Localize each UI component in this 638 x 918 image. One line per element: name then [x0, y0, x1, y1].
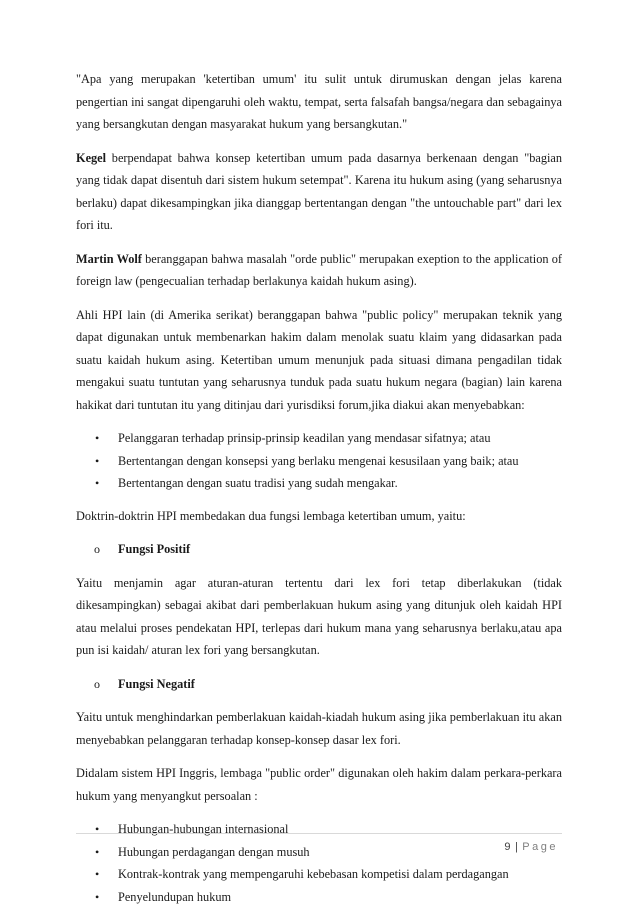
paragraph-fungsi-negatif: Yaitu untuk menghindarkan pemberlakuan kaidah-kiadah hukum asing jika pemberlakuan itu akan menyebabkan pelanggaran terhadap konsep-konsep dasar lex fori. — [76, 710, 562, 747]
list-item — [76, 841, 562, 864]
list-item — [76, 863, 562, 886]
list-item — [76, 450, 562, 473]
list-item — [76, 886, 562, 909]
paragraph-inggris: Didalam sistem HPI Inggris, lembaga "public order" digunakan oleh hakim dalam perkara-perkara hukum yang menyangkut persoalan : — [76, 766, 562, 803]
paragraph-quote: "Apa yang merupakan 'ketertiban umum' itu sulit untuk dirumuskan dengan jelas karena pengertian ini sangat dipengaruhi oleh waktu, tempat, serta falsafah bangsa/negara dan sebagainya yang bersangkutan dengan masyarakat hukum yang bersangkutan." — [76, 72, 562, 131]
circle-bullet-icon: o — [94, 676, 100, 691]
heading-text: Fungsi Negatif — [118, 676, 195, 691]
page-word: Page — [522, 841, 558, 853]
author-name-kegel: Kegel — [76, 150, 107, 165]
heading-text: Fungsi Positif — [118, 542, 191, 556]
paragraph-martin-wolf-text: beranggapan bahwa masalah "orde public" merupakan exeption to the application of foreign law (pengecualian terhadap berlakunya kaidah hukum asing). — [76, 251, 563, 288]
page-number-label — [504, 841, 558, 853]
list-item-text: Bertentangan dengan suatu tradisi yang sudah mengakar. — [118, 476, 398, 490]
document-body — [76, 68, 562, 918]
list-item-text: Bertentangan dengan konsepsi yang berlaku mengenai kesusilaan yang baik; atau — [118, 453, 519, 468]
bullet-list-conditions — [76, 427, 562, 495]
bullet-icon: • — [95, 431, 100, 445]
bullet-icon: • — [95, 889, 100, 904]
list-item-text: Kontrak-kontrak yang mempengaruhi kebebasan kompetisi dalam perdagangan — [118, 867, 509, 881]
bullet-icon: • — [95, 867, 100, 881]
list-item — [76, 818, 562, 841]
footer-separator: | — [514, 841, 519, 853]
list-item — [76, 427, 562, 450]
paragraph-kegel-text: berpendapat bahwa konsep ketertiban umum pada dasarnya berkenaan dengan "bagian yang tidak dapat disentuh dari sistem hukum setempat". Karena itu hukum asing (yang seharusnya berlaku) dapat dikesampingkan jika dianggap bertentangan dengan "the untouchable part" dari lex fori itu. — [76, 150, 562, 232]
list-item-text: Pelanggaran terhadap prinsip-prinsip keadilan yang mendasar sifatnya; atau — [118, 431, 491, 445]
list-item-text: Hubungan-hubungan internasional — [118, 822, 289, 836]
paragraph-doktrin: Doktrin-doktrin HPI membedakan dua fungsi lembaga ketertiban umum, yaitu: — [76, 508, 466, 523]
list-item — [76, 472, 562, 495]
bullet-icon: • — [95, 453, 100, 468]
bullet-list-cases — [76, 818, 562, 908]
page-number: 9 — [504, 841, 511, 853]
heading-fungsi-positif — [76, 538, 562, 561]
list-item-text: Penyelundupan hukum — [118, 889, 232, 904]
paragraph-fungsi-positif: Yaitu menjamin agar aturan-aturan tertentu dari lex fori tetap diberlakukan (tidak dikesampingkan) sebagai akibat dari pemberlakuan hukum asing yang ditunjuk oleh kaidah HPI atau melalui proses pendekatan HPI, terlepas dari hukum mana yang seharusnya berlaku,atau apa pun isi kaidah/ aturan lex fori yang bersangkutan. — [76, 575, 562, 657]
paragraph-ahli-hpi: Ahli HPI lain (di Amerika serikat) beranggapan bahwa "public policy" merupakan teknik yang dapat digunakan untuk membenarkan hakim dalam menolak suatu klaim yang didasarkan pada suatu kaidah hukum asing. Ketertiban umum menunjuk pada situasi dimana pengadilan tidak mengakui suatu tuntutan yang seharusnya tunduk pada suatu hukum negara (bagian) lain karena hakikat dari tuntutan itu yang ditinjau dari yurisdiksi forum,jika diakui akan menyebabkan: — [76, 307, 562, 412]
paragraph-martin-wolf — [76, 248, 562, 293]
circle-bullet-icon: o — [94, 542, 100, 556]
list-item-text: Hubungan perdagangan dengan musuh — [118, 844, 310, 859]
bullet-icon: • — [95, 476, 100, 490]
heading-fungsi-negatif — [76, 673, 562, 696]
bullet-icon: • — [95, 844, 100, 859]
paragraph-kegel — [76, 147, 562, 237]
bullet-icon: • — [95, 822, 100, 836]
author-name-martin-wolf: Martin Wolf — [76, 251, 142, 266]
